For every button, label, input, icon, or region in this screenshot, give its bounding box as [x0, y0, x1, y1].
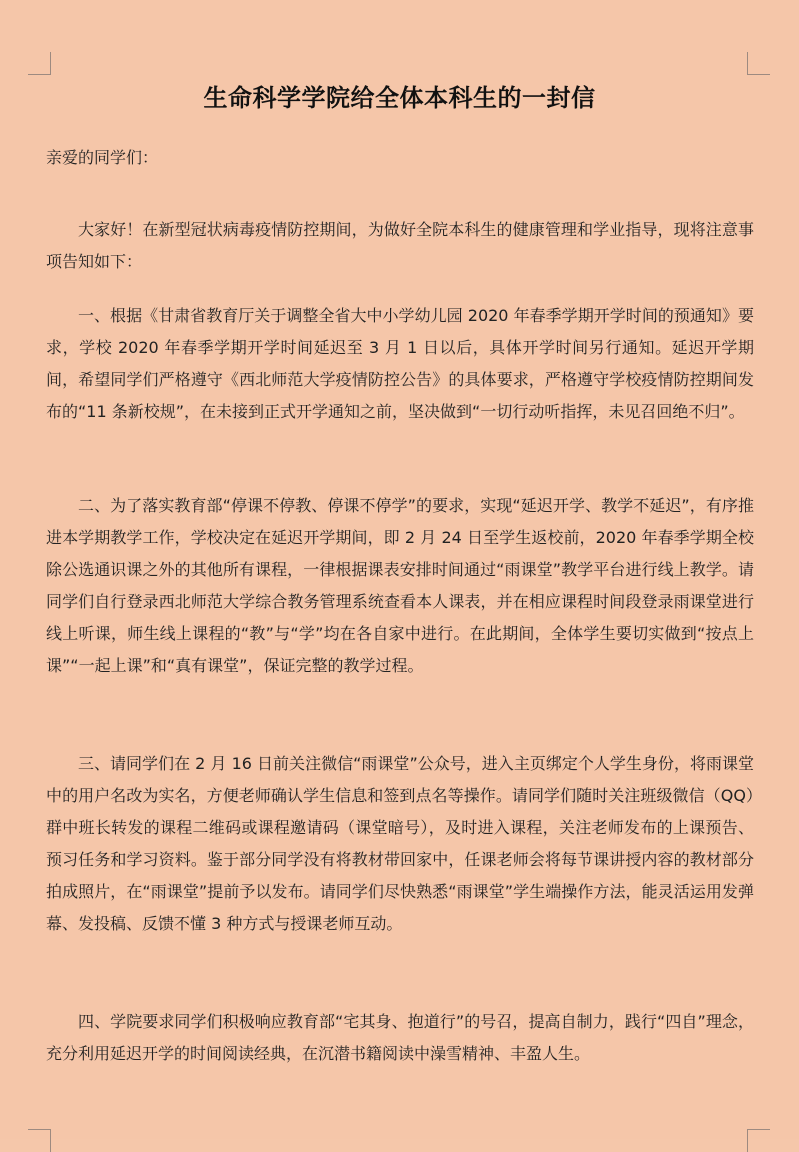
- paragraph-item-1: 一、根据《甘肃省教育厅关于调整全省大中小学幼儿园 2020 年春季学期开学时间的预通知》要求，学校 2020 年春季学期开学时间延迟至 3 月 1 日以后，具体开学时间另行通知。延迟开学期间，希望同学们严格遵守《西北师范大学疫情防控公告》的具体要求，严格遵守学校疫情防控期间发布的“11 条新校规”，在未接到正式开学通知之前，坚决做到“一切行动听指挥，未见召回绝不归”。: [46, 306, 754, 421]
- crop-mark-bottom-left: [28, 1129, 51, 1152]
- letter-title: 生命科学学院给全体本科生的一封信: [203, 84, 596, 112]
- crop-mark-bottom-right: [747, 1129, 770, 1152]
- paragraph-item-3: 三、请同学们在 2 月 16 日前关注微信“雨课堂”公众号，进入主页绑定个人学生身份，将雨课堂中的用户名改为实名，方便老师确认学生信息和签到点名等操作。请同学们随时关注班级微信（QQ）群中班长转发的课程二维码或课程邀请码（课堂暗号），及时进入课程，关注老师发布的上课预告、预习任务和学习资料。鉴于部分同学没有将教材带回家中，任课老师会将每节课讲授内容的教材部分拍成照片，在“雨课堂”提前予以发布。请同学们尽快熟悉“雨课堂”学生端操作方法，能灵活运用发弹幕、发投稿、反馈不懂 3 种方式与授课老师互动。: [46, 754, 754, 933]
- paragraph-item-4: 四、学院要求同学们积极响应教育部“宅其身、抱道行”的号召，提高自制力，践行“四自”理念，充分利用延迟开学的时间阅读经典，在沉潜书籍阅读中澡雪精神、丰盈人生。: [46, 1012, 754, 1063]
- paragraph-item-2: 二、为了落实教育部“停课不停教、停课不停学”的要求，实现“延迟开学、教学不延迟”，有序推进本学期教学工作，学校决定在延迟开学期间，即 2 月 24 日至学生返校前，2020 年春季学期全校除公选通识课之外的其他所有课程，一律根据课表安排时间通过“雨课堂”教学平台进行线上教学。请同学们自行登录西北师范大学综合教务管理系统查看本人课表，并在相应课程时间段登录雨课堂进行线上听课，师生线上课程的“教”与“学”均在各自家中进行。在此期间，全体学生要切实做到“按点上课”“一起上课”和“真有课堂”，保证完整的教学过程。: [46, 496, 754, 675]
- crop-mark-top-left: [28, 52, 51, 75]
- salutation: 亲爱的同学们：: [46, 148, 159, 167]
- paragraph-greeting: 大家好！在新型冠状病毒疫情防控期间，为做好全院本科生的健康管理和学业指导，现将注意事项告知如下：: [46, 220, 754, 271]
- crop-mark-top-right: [747, 52, 770, 75]
